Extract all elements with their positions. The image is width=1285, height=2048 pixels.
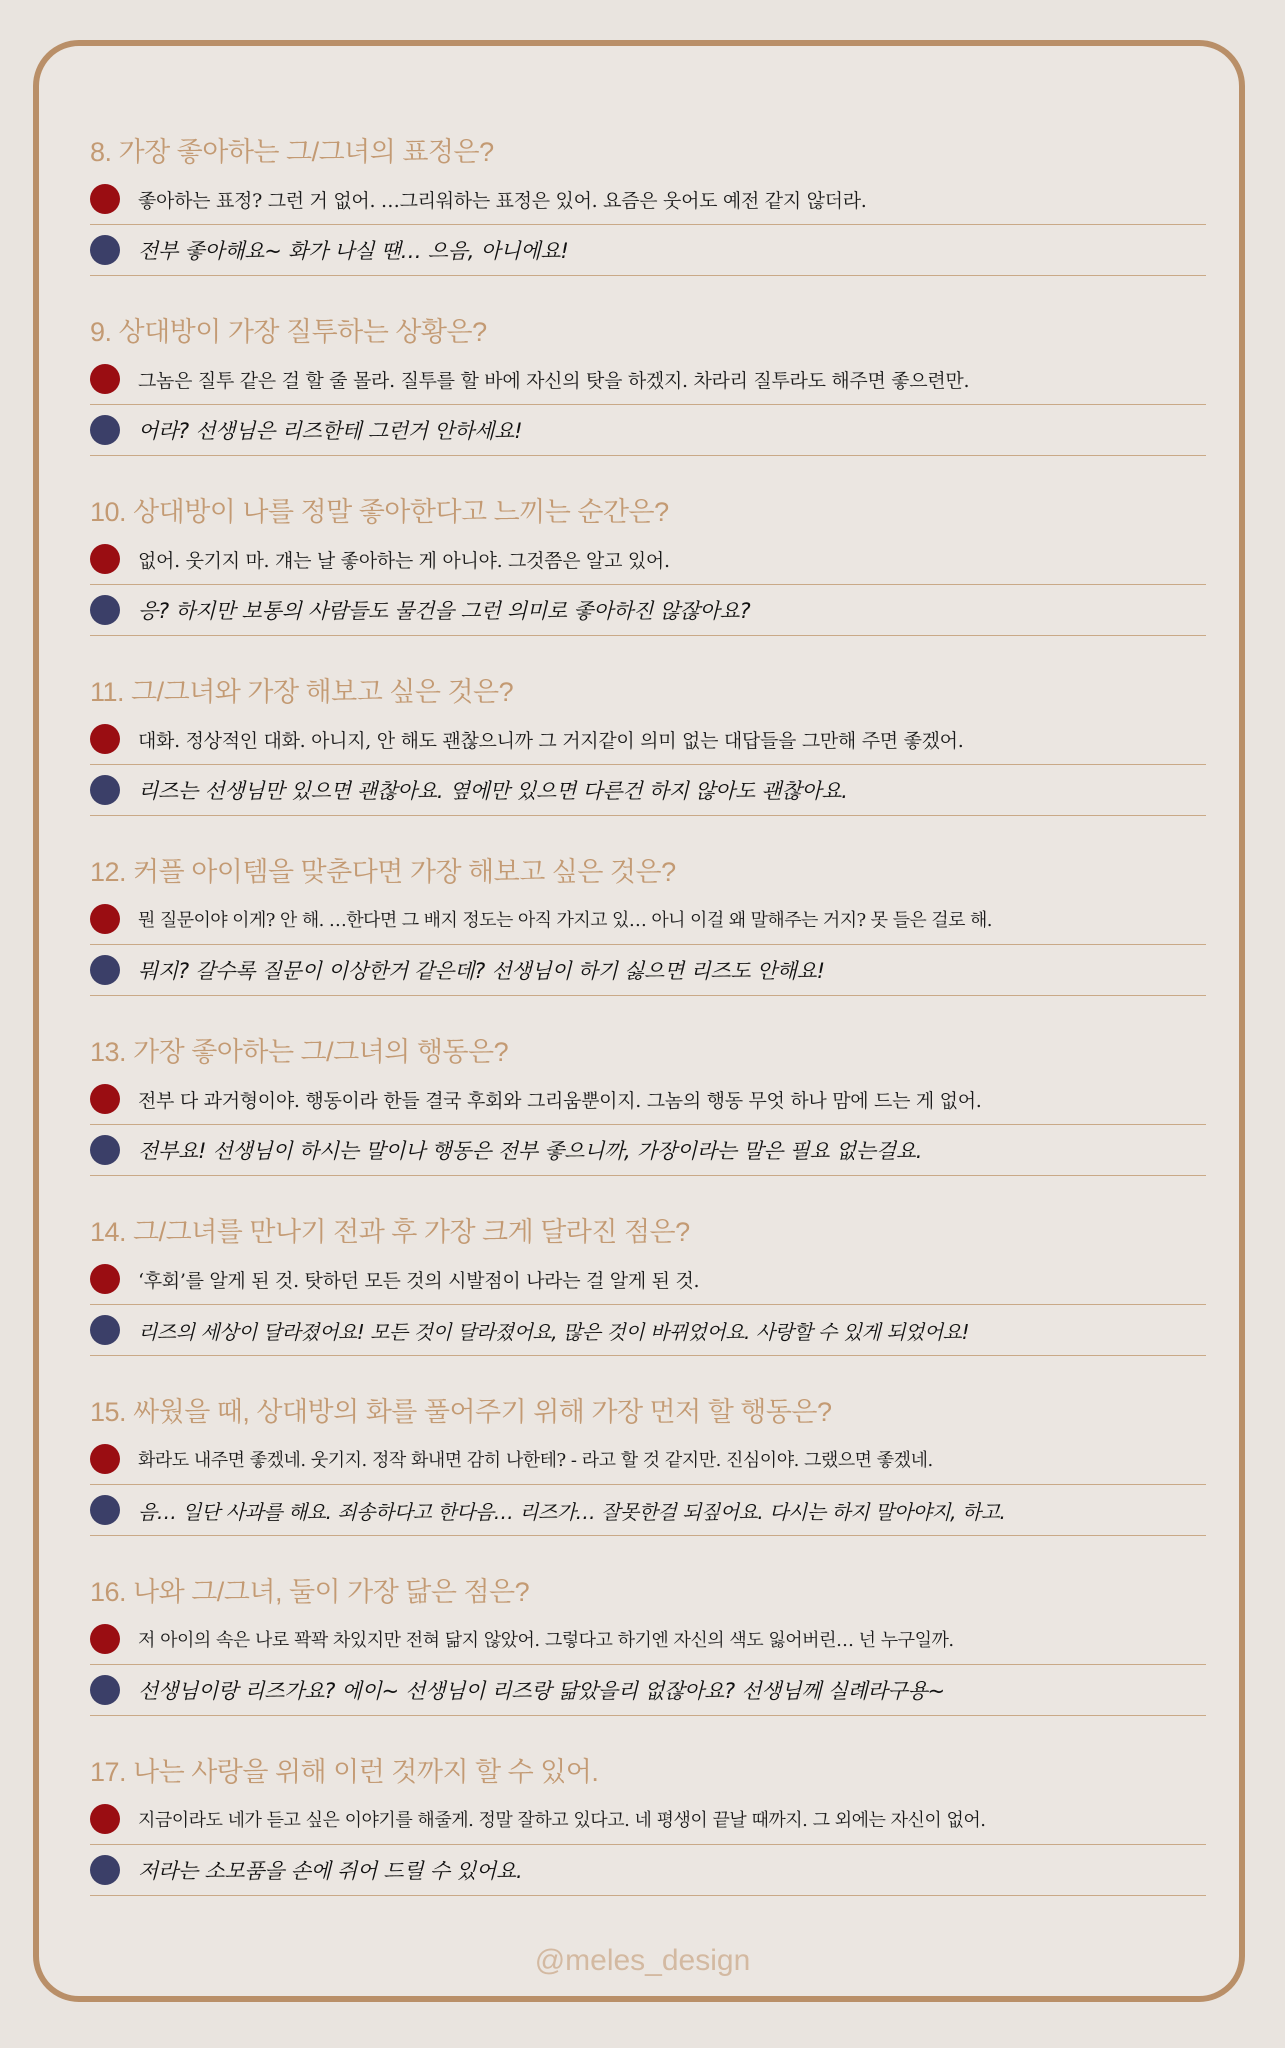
question-12: 12. 커플 아이템을 맞춘다면 가장 해보고 싶은 것은? (90, 857, 676, 887)
answer-red-row (90, 1794, 1206, 1845)
qa-item-15 (90, 1390, 1206, 1570)
answer-blue-row (90, 585, 1206, 636)
blue-dot-icon (90, 1855, 120, 1885)
red-dot-icon (90, 544, 120, 574)
red-dot-icon (90, 1804, 120, 1834)
red-dot-icon (90, 184, 120, 214)
question-13: 13. 가장 좋아하는 그/그녀의 행동은? (90, 1037, 509, 1067)
answer-red-row (90, 1614, 1206, 1665)
qa-item-9 (90, 310, 1206, 490)
qa-item-13 (90, 1030, 1206, 1210)
red-dot-icon (90, 904, 120, 934)
qa-list (90, 130, 1206, 1930)
answer-blue-row (90, 765, 1206, 816)
answer-blue-text: 응? 하지만 보통의 사람들도 물건을 그런 의미로 좋아하진 않잖아요? (138, 599, 751, 623)
answer-blue-row (90, 1485, 1206, 1536)
answer-red-text: 화라도 내주면 좋겠네. 웃기지. 정작 화내면 감히 나한테? - 라고 할 것 같지만. 진심이야. 그랬으면 좋겠네. (138, 1450, 933, 1471)
question-15: 15. 싸웠을 때, 상대방의 화를 풀어주기 위해 가장 먼저 할 행동은? (90, 1397, 832, 1427)
red-dot-icon (90, 1264, 120, 1294)
answer-red-row (90, 1434, 1206, 1485)
answer-red-text: 전부 다 과거형이야. 행동이라 한들 결국 후회와 그리움뿐이지. 그놈의 행동 무엇 하나 맘에 드는 게 없어. (138, 1089, 982, 1112)
answer-blue-text: 어라? 선생님은 리즈한테 그런거 안하세요! (138, 419, 523, 443)
answer-blue-text: 선생님이랑 리즈가요? 에이~ 선생님이 리즈랑 닮았을리 없잖아요? 선생님께 실례라구용~ (138, 1679, 945, 1703)
answer-red-row (90, 714, 1206, 765)
qa-item-14 (90, 1210, 1206, 1390)
red-dot-icon (90, 1624, 120, 1654)
qa-item-16 (90, 1570, 1206, 1750)
answer-red-text: 좋아하는 표정? 그런 거 없어. …그리워하는 표정은 있어. 요즘은 웃어도 예전 같지 않더라. (138, 189, 867, 212)
blue-dot-icon (90, 235, 120, 265)
qa-item-10 (90, 490, 1206, 670)
answer-blue-row (90, 225, 1206, 276)
blue-dot-icon (90, 1135, 120, 1165)
answer-blue-text: 뭐지? 갈수록 질문이 이상한거 같은데? 선생님이 하기 싫으면 리즈도 안해요! (138, 959, 825, 983)
blue-dot-icon (90, 415, 120, 445)
answer-red-row (90, 354, 1206, 405)
answer-blue-text: 음… 일단 사과를 해요. 죄송하다고 한다음… 리즈가… 잘못한걸 되짚어요. 다시는 하지 말아야지, 하고. (138, 1499, 1006, 1524)
question-8: 8. 가장 좋아하는 그/그녀의 표정은? (90, 137, 494, 167)
answer-blue-row (90, 945, 1206, 996)
qa-item-8 (90, 130, 1206, 310)
answer-red-row (90, 894, 1206, 945)
answer-blue-row (90, 405, 1206, 456)
blue-dot-icon (90, 955, 120, 985)
blue-dot-icon (90, 595, 120, 625)
answer-blue-text: 전부 좋아해요~ 화가 나실 땐… 으음, 아니에요! (138, 239, 569, 263)
question-16: 16. 나와 그/그녀, 둘이 가장 닮은 점은? (90, 1577, 530, 1607)
answer-blue-text: 저라는 소모품을 손에 쥐어 드릴 수 있어요. (138, 1859, 523, 1883)
watermark: @meles_design (534, 1944, 751, 1977)
answer-blue-text: 리즈의 세상이 달라졌어요! 모든 것이 달라졌어요, 많은 것이 바뀌었어요. 사랑할 수 있게 되었어요! (138, 1319, 970, 1344)
question-14: 14. 그/그녀를 만나기 전과 후 가장 크게 달라진 점은? (90, 1217, 690, 1247)
answer-red-row (90, 174, 1206, 225)
question-9: 9. 상대방이 가장 질투하는 상황은? (90, 317, 487, 347)
blue-dot-icon (90, 1675, 120, 1705)
answer-red-text: 저 아이의 속은 나로 꽉꽉 차있지만 전혀 닮지 않았어. 그렇다고 하기엔 자신의 색도 잃어버린… 넌 누구일까. (138, 1630, 954, 1651)
answer-red-text: 그놈은 질투 같은 걸 할 줄 몰라. 질투를 할 바에 자신의 탓을 하겠지. 차라리 질투라도 해주면 좋으련만. (138, 369, 970, 392)
answer-red-row (90, 1254, 1206, 1305)
question-17: 17. 나는 사랑을 위해 이런 것까지 할 수 있어. (90, 1757, 599, 1787)
answer-red-text: 대화. 정상적인 대화. 아니지, 안 해도 괜찮으니까 그 거지같이 의미 없는 대답들을 그만해 주면 좋겠어. (138, 729, 964, 752)
answer-red-text: 지금이라도 네가 듣고 싶은 이야기를 해줄게. 정말 잘하고 있다고. 네 평생이 끝날 때까지. 그 외에는 자신이 없어. (138, 1810, 986, 1831)
answer-red-text: 없어. 웃기지 마. 걔는 날 좋아하는 게 아니야. 그것쯤은 알고 있어. (138, 549, 670, 572)
qa-item-17 (90, 1750, 1206, 1930)
answer-blue-row (90, 1305, 1206, 1356)
blue-dot-icon (90, 1495, 120, 1525)
question-11: 11. 그/그녀와 가장 해보고 싶은 것은? (90, 677, 514, 707)
answer-blue-text: 전부요! 선생님이 하시는 말이나 행동은 전부 좋으니까, 가장이라는 말은 필요 없는걸요. (138, 1139, 923, 1163)
qa-item-12 (90, 850, 1206, 1030)
qa-item-11 (90, 670, 1206, 850)
blue-dot-icon (90, 775, 120, 805)
answer-blue-row (90, 1845, 1206, 1896)
red-dot-icon (90, 364, 120, 394)
answer-blue-row (90, 1125, 1206, 1176)
answer-red-row (90, 1074, 1206, 1125)
answer-red-text: ‘후회’를 알게 된 것. 탓하던 모든 것의 시발점이 나라는 걸 알게 된 것. (138, 1269, 700, 1292)
answer-blue-row (90, 1665, 1206, 1716)
answer-red-text: 뭔 질문이야 이게? 안 해. …한다면 그 배지 정도는 아직 가지고 있… 아니 이걸 왜 말해주는 거지? 못 들은 걸로 해. (138, 910, 992, 931)
answer-red-row (90, 534, 1206, 585)
red-dot-icon (90, 724, 120, 754)
blue-dot-icon (90, 1315, 120, 1345)
answer-blue-text: 리즈는 선생님만 있으면 괜찮아요. 옆에만 있으면 다른건 하지 않아도 괜찮아요. (138, 779, 848, 803)
red-dot-icon (90, 1084, 120, 1114)
red-dot-icon (90, 1444, 120, 1474)
question-10: 10. 상대방이 나를 정말 좋아한다고 느끼는 순간은? (90, 497, 669, 527)
